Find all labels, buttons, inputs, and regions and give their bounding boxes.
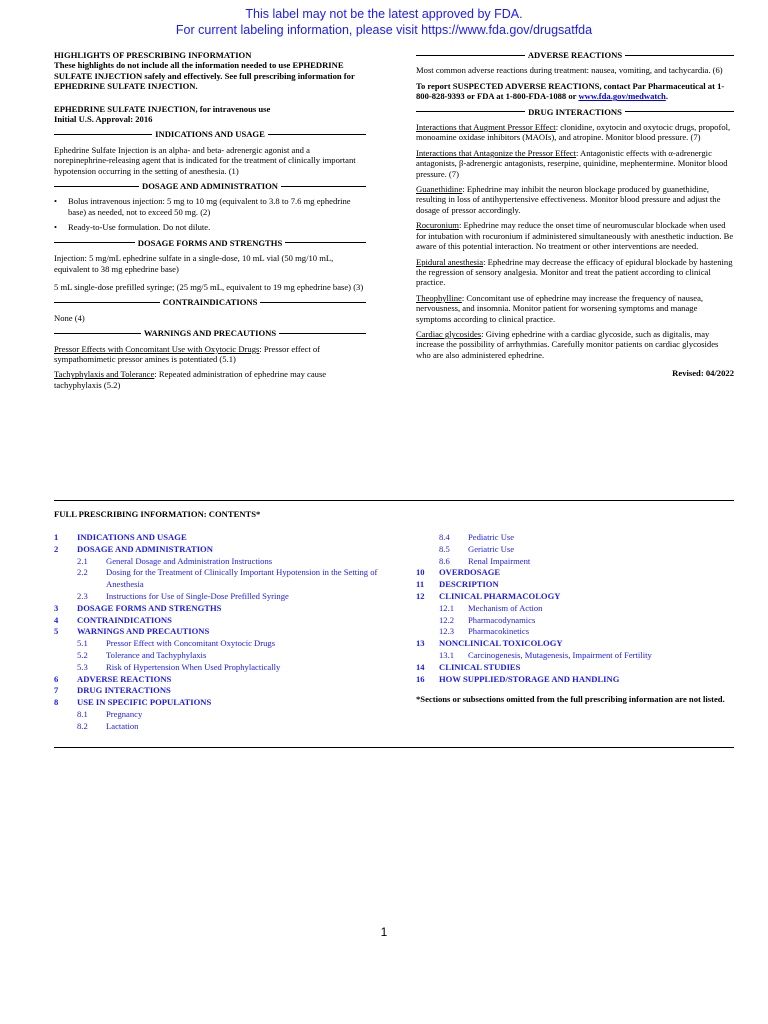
- toc-entry-12-3[interactable]: [416, 626, 734, 638]
- toc-entry-14[interactable]: [416, 662, 734, 674]
- toc-entry-number: 5.3: [77, 661, 88, 672]
- highlights-left-column: [54, 50, 366, 395]
- toc-entry-label[interactable]: USE IN SPECIFIC POPULATIONS: [77, 697, 212, 708]
- toc-entry-number: 2: [54, 543, 59, 554]
- highlights-heading: HIGHLIGHTS OF PRESCRIBING INFORMATION: [54, 50, 252, 60]
- adverse-text: Most common adverse reactions during treatment: nausea, vomiting, and tachycardia. (6): [416, 65, 723, 76]
- toc-entry-8-4[interactable]: [416, 532, 734, 544]
- toc-entry-number: 10: [416, 567, 425, 578]
- interaction-item: Guanethidine: Ephedrine may inhibit the neuron blockage produced by guanethidine, resulting in loss of antihypertensive effectiveness. Monitor blood pressure and adjust the dosage of pressor accordingly.: [416, 184, 721, 215]
- toc-footnote: *Sections or subsections omitted from the full prescribing information are not listed.: [416, 694, 725, 705]
- toc-entry-number: 2.3: [77, 590, 88, 601]
- toc-entry-1[interactable]: [54, 532, 394, 544]
- toc-entry-2-1[interactable]: [54, 556, 394, 568]
- section-header-drug-interactions: DRUG INTERACTIONS: [416, 107, 734, 117]
- warning-item: Tachyphylaxis and Tolerance: Repeated administration of ephedrine may cause tachyphylaxis (5.2): [54, 369, 327, 390]
- dosage-bullet: • Bolus intravenous injection: 5 mg to 10 mg (equivalent to 3.8 to 7.6 mg ephedrine base) as needed, not to exceed 50 mg. (2): [54, 196, 351, 217]
- contraindications-text: None (4): [54, 312, 85, 323]
- toc-entry-label[interactable]: ADVERSE REACTIONS: [77, 673, 172, 684]
- notice-line-2[interactable]: For current labeling information, please visit https://www.fda.gov/drugsatfda: [175, 23, 593, 37]
- toc-entry-label[interactable]: CONTRAINDICATIONS: [77, 614, 172, 625]
- toc-entry-label[interactable]: OVERDOSAGE: [439, 567, 501, 578]
- toc-entry-number: 8.2: [77, 720, 88, 731]
- toc-entry-2-3[interactable]: [54, 591, 394, 603]
- toc-entry-8[interactable]: [54, 697, 394, 709]
- adverse-report: To report SUSPECTED ADVERSE REACTIONS, contact Par Pharmaceutical at 1-800-828-9393 or FDA at 1-800-FDA-1088 or www.fda.gov/medwatch.: [416, 80, 725, 102]
- toc-entry-number: 2.2: [77, 567, 88, 578]
- interaction-item: Theophylline: Concomitant use of ephedrine may increase the frequency of nausea, nervousness, and insomnia. Monitor patient for worsening symptoms and manage symptoms according to clinical practice.: [416, 292, 704, 324]
- toc-entry-number: 14: [416, 661, 425, 672]
- bullet-icon: •: [54, 222, 58, 233]
- toc-entry-8-1[interactable]: [54, 709, 394, 721]
- toc-entry-12-2[interactable]: [416, 615, 734, 627]
- warning-item: Pressor Effects with Concomitant Use with Oxytocic Drugs: Pressor effect of sympathomimetic pressor amines is potentiated (5.1): [54, 343, 321, 364]
- toc-entry-number: 5: [54, 626, 59, 637]
- dosage-forms-vial: Injection: 5 mg/mL ephedrine sulfate in a single-dose, 10 mL vial (50 mg/10 mL, equivalent to 38 mg ephedrine base): [54, 253, 334, 274]
- toc-entry-number: 12.2: [439, 614, 455, 625]
- toc-entry-number: 16: [416, 673, 425, 684]
- toc-left-column: [54, 532, 394, 733]
- toc-entry-5-1[interactable]: [54, 638, 394, 650]
- toc-entry-13-1[interactable]: [416, 650, 734, 662]
- toc-entry-number: 5.1: [77, 638, 88, 649]
- toc-entry-8-2[interactable]: [54, 721, 394, 733]
- notice-line-1: This label may not be the latest approved by FDA.: [245, 7, 523, 21]
- toc-entry-label[interactable]: Carcinogenesis, Mutagenesis, Impairment of Fertility: [468, 649, 652, 660]
- interaction-item: Interactions that Antagonize the Pressor Effect: Antagonistic effects with α-adrenergic antagonists, β-adrenergic antagonists, reserpine, quinidine, mephentermine. Monitor blood pressure. (7): [416, 147, 728, 179]
- dosage-forms-syringe: 5 mL single-dose prefilled syringe; (25 mg/5 mL, equivalent to 19 mg ephedrine base) (3): [54, 281, 364, 292]
- toc-entry-label[interactable]: DOSAGE FORMS AND STRENGTHS: [77, 602, 222, 613]
- initial-approval: Initial U.S. Approval: 2016: [54, 114, 153, 125]
- toc-entry-label[interactable]: Geriatric Use: [468, 543, 515, 554]
- toc-entry-8-5[interactable]: [416, 544, 734, 556]
- toc-entry-label[interactable]: Renal Impairment: [468, 555, 531, 566]
- section-header-indications: INDICATIONS AND USAGE: [54, 129, 366, 139]
- toc-entry-number: 8.6: [439, 555, 450, 566]
- toc-entry-8-6[interactable]: [416, 556, 734, 568]
- toc-entry-label[interactable]: Pharmacokinetics: [468, 626, 530, 637]
- indications-text: Ephedrine Sulfate Injection is an alpha- and beta- adrenergic agonist and a norepinephrine-releasing agent that is indicated for the treatment of clinically important hypotension occurring in the setting of anesthesia. (1): [54, 144, 356, 176]
- toc-entry-5-2[interactable]: [54, 650, 394, 662]
- toc-entry-number: 12.3: [439, 626, 455, 637]
- toc-entry-13[interactable]: [416, 638, 734, 650]
- toc-entry-number: 12: [416, 590, 425, 601]
- toc-entry-label[interactable]: Lactation: [106, 720, 139, 731]
- toc-entry-label[interactable]: General Dosage and Administration Instructions: [106, 555, 273, 566]
- toc-entry-label[interactable]: INDICATIONS AND USAGE: [77, 532, 187, 542]
- toc-entry-number: 11: [416, 579, 425, 590]
- toc-entry-16[interactable]: [416, 674, 734, 686]
- toc-entry-label[interactable]: DOSAGE AND ADMINISTRATION: [77, 543, 213, 554]
- toc-entry-number: 8.1: [77, 708, 88, 719]
- toc-entry-7[interactable]: [54, 685, 394, 697]
- interaction-item: Epidural anesthesia: Ephedrine may decrease the efficacy of epidural blockade by hastening the regression of sensory analgesia. Monitor and treat the patient according to clinical practice.: [416, 256, 733, 288]
- toc-entry-number: 6: [54, 673, 59, 684]
- toc-entry-label[interactable]: Pediatric Use: [468, 532, 515, 542]
- toc-entry-label[interactable]: Pressor Effect with Concomitant Oxytocic Drugs: [106, 638, 276, 649]
- dosage-bullet: • Ready-to-Use formulation. Do not dilute.: [54, 222, 211, 233]
- section-header-dosage-administration: DOSAGE AND ADMINISTRATION: [54, 181, 366, 191]
- section-divider-top: [54, 500, 734, 501]
- toc-entry-label[interactable]: Pharmacodynamics: [468, 614, 536, 625]
- toc-entry-3[interactable]: [54, 603, 394, 615]
- toc-entry-number: 8: [54, 697, 59, 708]
- section-header-warnings: WARNINGS AND PRECAUTIONS: [54, 328, 366, 338]
- bullet-icon: •: [54, 196, 58, 207]
- toc-entry-label[interactable]: HOW SUPPLIED/STORAGE AND HANDLING: [439, 673, 620, 684]
- toc-entry-11[interactable]: [416, 579, 734, 591]
- toc-entry-12[interactable]: [416, 591, 734, 603]
- toc-entry-5-3[interactable]: [54, 662, 394, 674]
- page-number: 1: [380, 925, 388, 939]
- toc-entry-5[interactable]: [54, 626, 394, 638]
- interaction-item: Rocuronium: Ephedrine may reduce the onset time of neuromuscular blockade when used for intubation with rocuronium if administered simultaneously with anesthetic induction. Be aware of this potential interaction. No treatment or other interventions are needed.: [416, 220, 734, 252]
- section-header-contraindications: CONTRAINDICATIONS: [54, 297, 366, 307]
- toc-entry-label[interactable]: DESCRIPTION: [439, 579, 499, 590]
- medwatch-link[interactable]: www.fda.gov/medwatch: [578, 91, 666, 102]
- toc-entry-label[interactable]: NONCLINICAL TOXICOLOGY: [439, 638, 563, 649]
- toc-entry-number: 13: [416, 638, 425, 649]
- toc-entry-label[interactable]: CLINICAL STUDIES: [439, 661, 521, 672]
- toc-right-column: [416, 532, 734, 705]
- toc-entry-label[interactable]: WARNINGS AND PRECAUTIONS: [77, 626, 210, 637]
- highlights-right-column: [416, 50, 734, 379]
- toc-entry-number: 5.2: [77, 649, 88, 660]
- toc-entry-number: 12.1: [439, 602, 455, 613]
- toc-entry-2-2[interactable]: [54, 567, 394, 591]
- fda-label-notice: [0, 6, 768, 38]
- toc-entry-label[interactable]: Instructions for Use of Single-Dose Prefilled Syringe: [106, 590, 289, 601]
- interaction-item: Interactions that Augment Pressor Effect: clonidine, oxytocin and oxytocic drugs, propofol, monoamine oxidase inhibitors (MAOIs), and atropine. Monitor blood pressure. (7): [416, 122, 731, 143]
- toc-entry-label[interactable]: Risk of Hypertension When Used Prophylactically: [106, 661, 281, 672]
- toc-entry-2[interactable]: [54, 544, 394, 556]
- section-divider-bottom: [54, 747, 734, 748]
- toc-entry-label[interactable]: CLINICAL PHARMACOLOGY: [439, 590, 561, 601]
- toc-entry-number: 13.1: [439, 649, 455, 660]
- interaction-item: Cardiac glycosides: Giving ephedrine with a cardiac glycoside, such as digitalis, may increase the possibility of arrhythmias. Carefully monitor patients on cardiac glycosides who are also administered ephedrine.: [416, 328, 719, 360]
- toc-entry-number: 8.4: [439, 532, 450, 542]
- toc-entry-label[interactable]: Tolerance and Tachyphylaxis: [106, 649, 207, 660]
- toc-entry-number: 3: [54, 602, 59, 613]
- product-line: EPHEDRINE SULFATE INJECTION, for intravenous use: [54, 103, 271, 114]
- toc-entry-number: 8.5: [439, 543, 450, 554]
- toc-entry-number: 4: [54, 614, 59, 625]
- toc-entry-number: 2.1: [77, 555, 88, 566]
- revised-date: Revised: 04/2022: [672, 368, 734, 379]
- section-header-adverse-reactions: ADVERSE REACTIONS: [416, 50, 734, 60]
- toc-entry-10[interactable]: [416, 567, 734, 579]
- toc-entry-4[interactable]: [54, 615, 394, 627]
- toc-entry-12-1[interactable]: [416, 603, 734, 615]
- toc-entry-label[interactable]: Dosing for the Treatment of Clinically Important Hypotension in the Setting of Anesthesia: [106, 567, 378, 590]
- toc-entry-6[interactable]: [54, 674, 394, 686]
- toc-title: FULL PRESCRIBING INFORMATION: CONTENTS*: [54, 509, 261, 519]
- toc-entry-number: 1: [54, 532, 59, 542]
- toc-entry-number: 7: [54, 685, 59, 696]
- section-header-dosage-forms: DOSAGE FORMS AND STRENGTHS: [54, 238, 366, 248]
- toc-entry-label[interactable]: DRUG INTERACTIONS: [77, 685, 171, 696]
- highlights-intro: These highlights do not include all the information needed to use EPHEDRINE SULFATE INJECTION safely and effectively. See full prescribing information for EPHEDRINE SULFATE INJECTION.: [54, 60, 355, 92]
- toc-entry-label[interactable]: Mechanism of Action: [468, 602, 543, 613]
- toc-entry-label[interactable]: Pregnancy: [106, 708, 143, 719]
